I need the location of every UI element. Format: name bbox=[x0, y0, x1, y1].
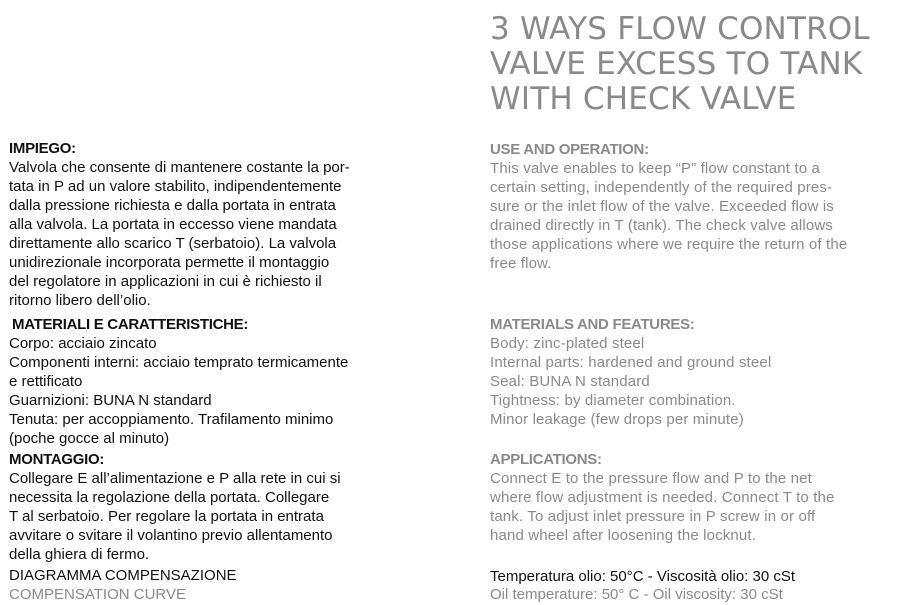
body-line: those applications where we require the return of the bbox=[490, 236, 848, 253]
body-line: ritorno libero dell’olio. bbox=[9, 292, 151, 309]
section-montaggio bbox=[9, 451, 381, 564]
body-line: Valvola che consente di mantenere costante la por- bbox=[9, 159, 350, 176]
title-line: 3 WAYS FLOW CONTROL bbox=[490, 11, 870, 47]
page-title bbox=[490, 12, 895, 117]
section-body bbox=[490, 334, 885, 429]
section-body bbox=[9, 469, 381, 564]
section-materials bbox=[490, 316, 885, 429]
section-body bbox=[490, 469, 885, 545]
body-line: Seal: BUNA N standard bbox=[490, 373, 650, 390]
body-line: e rettificato bbox=[9, 373, 83, 390]
section-body bbox=[9, 334, 381, 448]
body-line: della ghiera di fermo. bbox=[9, 546, 150, 563]
body-line: necessita la regolazione della portata. Collegare bbox=[9, 489, 330, 506]
body-line: Minor leakage (few drops per minute) bbox=[490, 411, 744, 428]
body-line: Corpo: acciaio zincato bbox=[9, 335, 157, 352]
section-body bbox=[490, 159, 885, 273]
body-line: Connect E to the pressure flow and P to the net bbox=[490, 470, 812, 487]
oil-spec-it: Temperatura olio: 50°C - Viscosità olio: 30 cSt bbox=[490, 568, 796, 585]
section-materiali-body bbox=[9, 334, 381, 448]
title-line: WITH CHECK VALVE bbox=[490, 81, 797, 117]
section-body bbox=[9, 158, 381, 310]
section-applications bbox=[490, 451, 885, 545]
body-line: Internal parts: hardened and ground steel bbox=[490, 354, 772, 371]
body-line: Guarnizioni: BUNA N standard bbox=[9, 392, 212, 409]
body-line: free flow. bbox=[490, 255, 552, 272]
body-line: hand wheel after loosening the locknut. bbox=[490, 527, 757, 544]
section-heading: MATERIALS AND FEATURES: bbox=[490, 316, 695, 333]
diagram-label-en: COMPENSATION CURVE bbox=[9, 586, 186, 603]
body-line: del regolatore in applicazioni in cui è richiesto il bbox=[9, 273, 322, 290]
section-impiego bbox=[9, 140, 381, 310]
body-line: tank. To adjust inlet pressure in P screw in or off bbox=[490, 508, 816, 525]
body-line: alla valvola. La portata in eccesso viene mandata bbox=[9, 216, 337, 233]
section-heading: MATERIALI E CARATTERISTICHE: bbox=[12, 316, 249, 333]
body-line: T al serbatoio. Per regolare la portata in entrata bbox=[9, 508, 324, 525]
body-line: (poche gocce al minuto) bbox=[9, 430, 170, 447]
body-line: This valve enables to keep “P” flow constant to a bbox=[490, 160, 821, 177]
section-heading: MONTAGGIO: bbox=[9, 451, 105, 468]
section-use bbox=[490, 141, 885, 273]
body-line: certain setting, independently of the required pres- bbox=[490, 179, 833, 196]
body-line: Collegare E all’alimentazione e P alla rete in cui si bbox=[9, 470, 341, 487]
section-materiali bbox=[12, 316, 384, 334]
body-line: unidirezionale incorporata permette il montaggio bbox=[9, 254, 330, 271]
body-line: where flow adjustment is needed. Connect T to the bbox=[490, 489, 835, 506]
body-line: Componenti interni: acciaio temprato termicamente bbox=[9, 354, 349, 371]
body-line: avvitare o svitare il volantino previo allentamento bbox=[9, 527, 333, 544]
body-line: Tenuta: per accoppiamento. Trafilamento minimo bbox=[9, 411, 334, 428]
diagram-label: DIAGRAMMA COMPENSAZIONE bbox=[9, 567, 237, 584]
section-heading: APPLICATIONS: bbox=[490, 451, 602, 468]
body-line: dalla pressione richiesta e dalla portata in entrata bbox=[9, 197, 336, 214]
body-line: Tightness: by diameter combination. bbox=[490, 392, 736, 409]
body-line: Body: zinc-plated steel bbox=[490, 335, 645, 352]
body-line: direttamente allo scarico T (serbatoio). La valvola bbox=[9, 235, 337, 252]
title-line: VALVE EXCESS TO TANK bbox=[490, 46, 863, 82]
section-heading: IMPIEGO: bbox=[9, 140, 76, 157]
body-line: tata in P ad un valore stabilito, indipendentemente bbox=[9, 178, 342, 195]
section-heading: USE AND OPERATION: bbox=[490, 141, 649, 158]
body-line: drained directly in T (tank). The check valve allows bbox=[490, 217, 833, 234]
oil-spec-en: Oil temperature: 50° C - Oil viscosity: 30 cSt bbox=[490, 586, 783, 603]
body-line: sure or the inlet flow of the valve. Exceeded flow is bbox=[490, 198, 834, 215]
